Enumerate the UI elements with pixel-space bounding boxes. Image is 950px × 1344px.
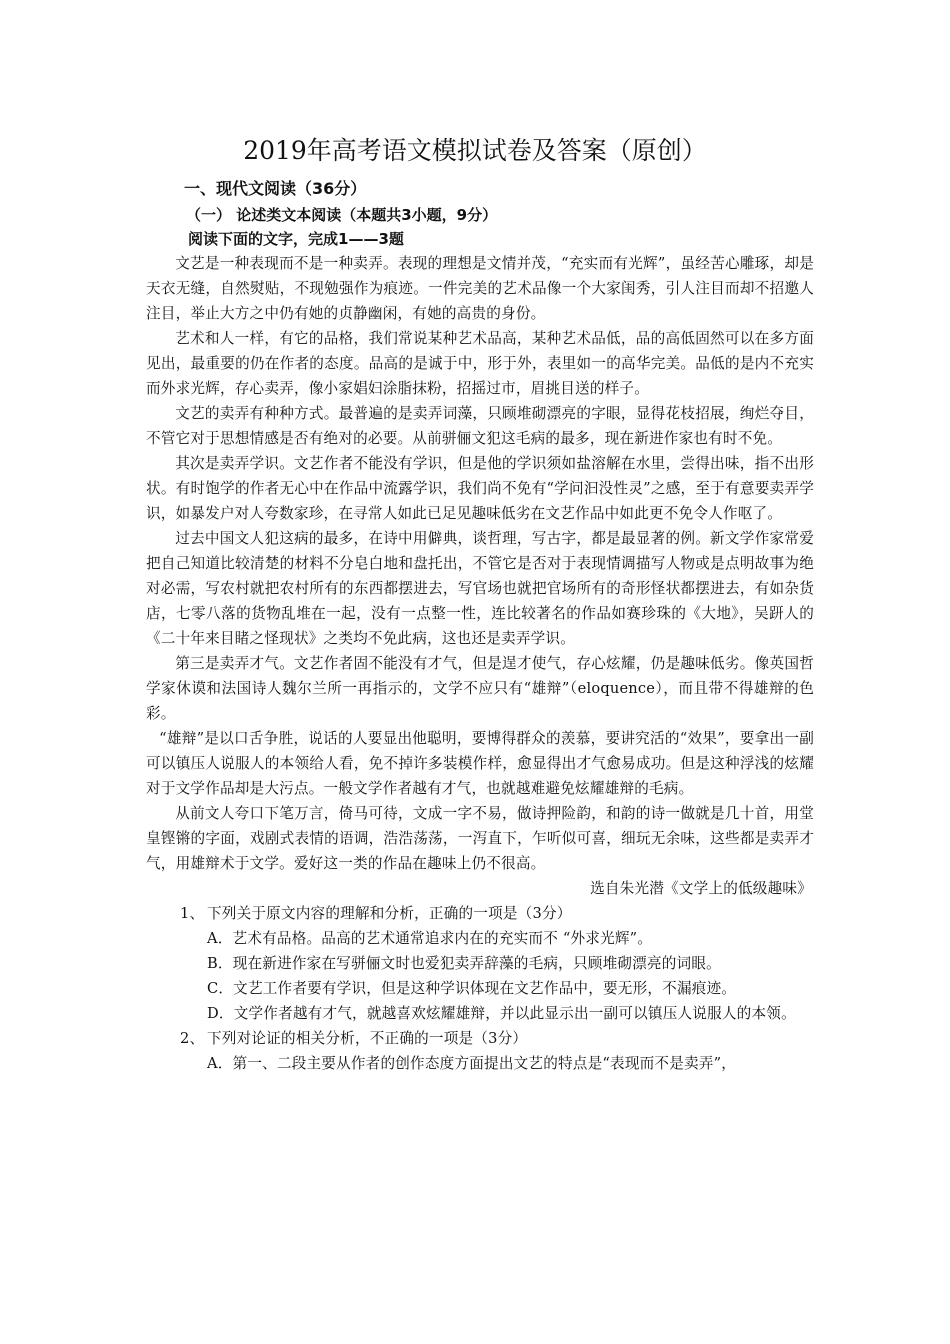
- question-stem: [146, 1026, 814, 1051]
- passage-paragraph: 文艺的卖弄有种种方式。最普遍的是卖弄词藻，只顾堆砌漂亮的字眼，显得花枝招展，绚烂夺目，不管它对于思想情感是否有绝对的必要。从前骈俪文犯这毛病的最多，现在新进作家也有时不免。: [146, 405, 814, 447]
- passage-paragraph: 过去中国文人犯这病的最多，在诗中用僻典，谈哲理，写古字，都是最显著的例。新文学作家常爱把自己知道比较清楚的材料不分皂白地和盘托出，不管它是否对于表现情调描写人物或是点明故事为绝对必需，写农村就把农村所有的东西都摆进去，写官场也就把官场所有的奇形怪状都摆进去，有如杂货店，七零八落的货物乱堆在一起，没有一点整一性，连比较著名的作品如赛珍珠的《大地》，吴趼人的《二十年来目睹之怪现状》之类均不免此病，这也还是卖弄学识。: [146, 530, 814, 647]
- passage-paragraph: 艺术和人一样，有它的品格，我们常说某种艺术品高，某种艺术品低，品的高低固然可以在多方面见出，最重要的仍在作者的态度。品高的是诚于中，形于外，表里如一的高华完美。品低的是内不充实而外求光辉，存心卖弄，像小家娼妇涂脂抹粉，招摇过市，眉挑目送的样子。: [146, 330, 814, 397]
- question-text: 下列关于原文内容的理解和分析，正确的一项是（3分）: [207, 905, 572, 922]
- passage-paragraph: 文艺是一种表现而不是一种卖弄。表现的理想是文情并茂，“充实而有光辉”，虽经苦心雕琢，却是天衣无缝，自然熨贴，不现勉强作为痕迹。一件完美的艺术品像一个大家闺秀，引人注目而却不招邀人注目，举止大方之中仍有她的贞静幽闲，有她的高贵的身份。: [146, 255, 814, 322]
- passage-body: [146, 251, 814, 1076]
- question-number: 1、: [180, 905, 205, 922]
- passage-source: 选自朱光潜《文学上的低级趣味》: [590, 880, 812, 897]
- passage-paragraph: 第三是卖弄才气。文艺作者固不能没有才气，但是逞才使气，存心炫耀，仍是趣味低劣。像英国哲学家休谟和法国诗人魏尔兰所一再指示的，文学不应只有“雄辩”（eloquence），而且带不得雄辩的色彩。: [146, 655, 814, 722]
- answer-option: A．第一、二段主要从作者的创作态度方面提出文艺的特点是“表现而不是卖弄”，: [207, 1055, 737, 1072]
- passage-paragraph: “雄辩”是以口舌争胜，说话的人要显出他聪明，要博得群众的羡慕，要讲究活的“效果”，要拿出一副可以镇压人说服人的本领给人看，免不掉许多装模作样，愈显得出才气愈易成功。但是这种浮浅的炫耀对于文学作品却是大污点。一般文学作者越有才气，也就越难避免炫耀雄辩的毛病。: [146, 730, 814, 797]
- passage-paragraph: 其次是卖弄学识。文艺作者不能没有学识，但是他的学识须如盐溶解在水里，尝得出味，指不出形状。有时饱学的作者无心中在作品中流露学识，我们尚不免有“学问汩没性灵”之感，至于有意要卖弄学识，如暴发户对人夸数家珍，在寻常人如此已足见趣味低劣在文艺作品中如此更不免令人作呕了。: [146, 455, 814, 522]
- answer-option: A．艺术有品格。品高的艺术通常追求内在的充实而不 “外求光辉”。: [207, 930, 653, 947]
- subsection-heading: （一） 论述类文本阅读（本题共3小题，9分）: [186, 206, 498, 224]
- answer-option: C．文艺工作者要有学识，但是这种学识体现在文艺作品中，要无形，不漏痕迹。: [207, 980, 737, 997]
- question-stem: [146, 901, 814, 926]
- question-number: 2、: [180, 1030, 205, 1047]
- reading-instruction: 阅读下面的文字，完成1——3题: [188, 230, 404, 248]
- section-heading: 一、现代文阅读（36分）: [184, 179, 367, 198]
- passage-paragraph: 从前文人夸口下笔万言，倚马可待，文成一字不易，做诗押险韵，和韵的诗一做就是几十首，用堂皇铿锵的字面，戏剧式表情的语调，浩浩荡荡，一泻直下，乍听似可喜，细玩无余味，这些都是卖弄才气，用雄辩术于文学。爱好这一类的作品在趣味上仍不很高。: [146, 805, 814, 872]
- answer-option: B．现在新进作家在写骈俪文时也爱犯卖弄辞藻的毛病，只顾堆砌漂亮的词眼。: [207, 955, 721, 972]
- document-title: 2019年高考语文模拟试卷及答案（原创）: [243, 136, 707, 165]
- answer-option: D．文学作者越有才气，就越喜欢炫耀雄辩，并以此显示出一副可以镇压人说服人的本领。: [207, 1005, 796, 1022]
- question-text: 下列对论证的相关分析，不正确的一项是（3分）: [207, 1030, 528, 1047]
